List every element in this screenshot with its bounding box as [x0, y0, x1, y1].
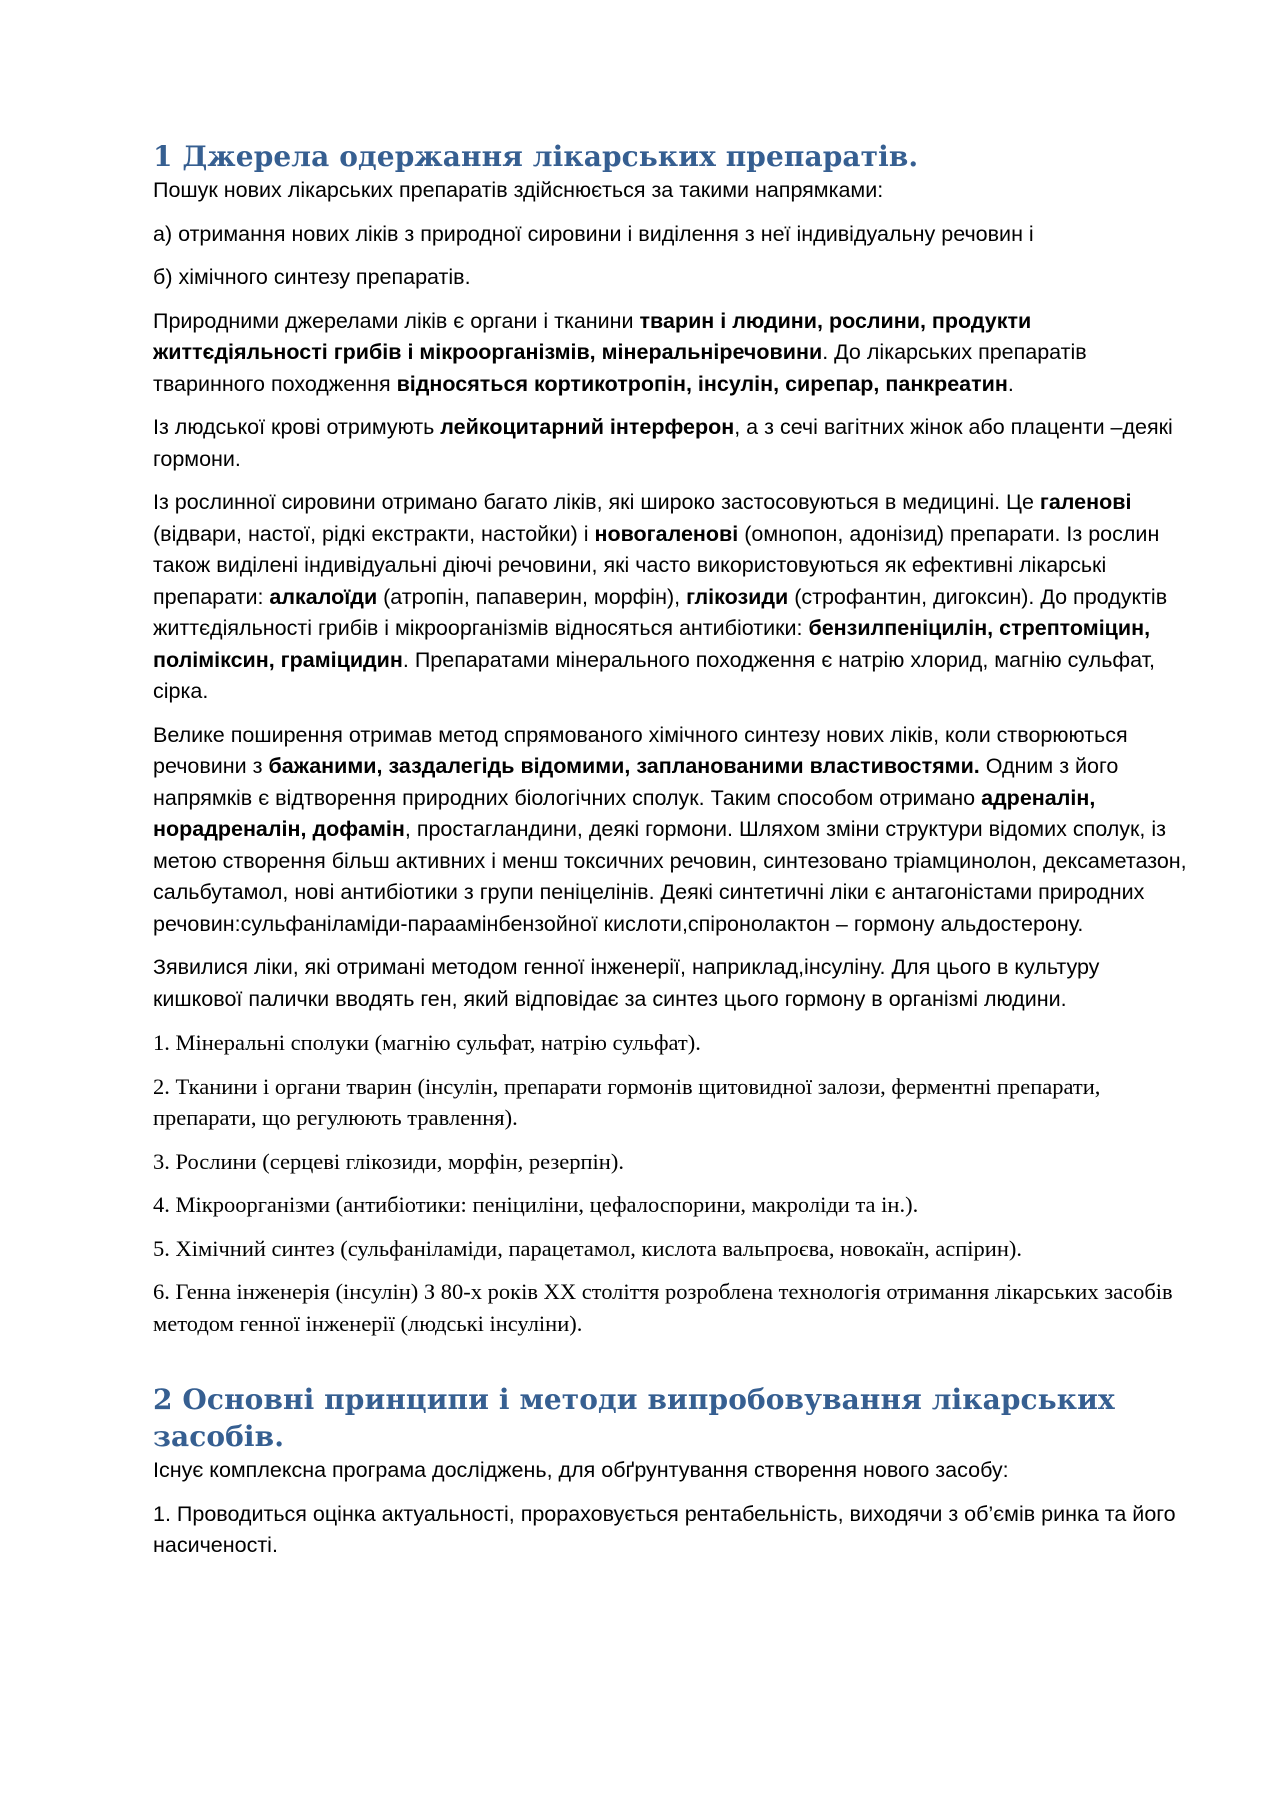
bold-run: бензилпеніцилін, стрептоміцин, поліміксин, граміцидин	[153, 616, 1151, 672]
bold-run: алкалоїди	[269, 584, 378, 609]
paragraph-blood-derived	[153, 412, 1188, 475]
text-run: .	[1007, 371, 1014, 396]
bold-run: глікозиди	[686, 584, 789, 609]
bold-run: відносяться кортикотропін, інсулін, сирепар, панкреатин	[396, 371, 1008, 396]
paragraph-natural-sources: а) отримання нових ліків з природної сировини і виділення з неї індивідуальну речовин і	[153, 221, 1034, 246]
paragraph-genetic-engineering: Зявилися ліки, які отримані методом генної інженерії, наприклад,інсуліну. Для цього в культуру кишкової палички вводять ген, який відповідає за синтез цього гормону в організмі людини.	[153, 955, 1100, 1011]
text-run: , простагландини, деякі гормони. Шляхом зміни структури відомих сполук, із метою створення більш активних і менш токсичних речовин, синтезовано тріамцинолон, дексаметазон, сальбутамол, нові антибіотики з групи пеніцелінів. Деякі синтетичні ліки є антагоністами природних речовин:сульфаніламіди-параамінбензойної кислоти,спіронолактон – гормону альдостерону.	[153, 817, 1187, 936]
paragraph-directed-synthesis	[153, 720, 1188, 941]
bold-run: адреналін, норадреналін, дофамін	[153, 785, 1096, 841]
text-run: Із рослинної сировини отримано багато ліків, які широко застосовуються в медицині. Це	[153, 490, 1040, 514]
list-item: 4. Мікроорганізми (антибіотики: пеніциліни, цефалоспорини, макроліди та ін.).	[153, 1192, 919, 1217]
text-run: Велике поширення отримав метод спрямованого хімічного синтезу нових ліків, коли створюються речовини з	[153, 722, 1128, 778]
list-item: 5. Хімічний синтез (сульфаніламіди, парацетамол, кислота вальпроєва, новокаїн, аспірин).	[153, 1235, 1022, 1261]
list-item: 1. Мінеральні сполуки (магнію сульфат, натрію сульфат).	[153, 1030, 701, 1055]
bold-run: лейкоцитарний інтерферон	[440, 415, 735, 439]
text-run: Із людської крові отримують	[153, 415, 441, 439]
bold-run: новогаленові	[594, 521, 739, 546]
text-run: (відвари, настої, рідкі екстракти, настойки) і	[153, 521, 595, 546]
section-1-heading: 1 Джерела одержання лікарських препаратів.	[153, 140, 919, 173]
text-run: Природними джерелами ліків є органи і тканини	[153, 308, 640, 333]
paragraph-chemical-synthesis: б) хімічного синтезу препаратів.	[153, 265, 471, 289]
bold-run: галенові	[1039, 490, 1132, 514]
list-item: 2. Тканини і органи тварин (інсулін, препарати гормонів щитовидної залози, ферментні препарати, препарати, що регулюють травлення).	[153, 1073, 1101, 1130]
list-item: 6. Генна інженерія (інсулін) З 80-х років ХХ століття розроблена технологія отримання лікарських засобів методом генної інженерії (людські інсуліни).	[153, 1279, 1173, 1336]
paragraph-search-directions: Пошук нових лікарських препаратів здійснюється за такими напрямками:	[153, 178, 884, 202]
section-2-heading: 2 Основні принципи і методи випробовування лікарських засобів.	[153, 1383, 1115, 1453]
text-run: (омнопон, адонізид) препарати. Із рослин також виділені індивідуальні діючі речовини, які часто використовуються як ефективні лікарські препарати:	[153, 521, 1160, 609]
bold-run: бажаними, заздалегідь відомими, запланованими властивостями.	[268, 754, 980, 778]
bold-run: тварин і людини, рослини, продукти життєдіяльності грибів і мікроорганізмів, мінеральніречовини	[153, 308, 1032, 364]
paragraph-relevance-assessment: 1. Проводиться оцінка актуальності, прораховується рентабельність, виходячи з об’ємів ринка та його насиченості.	[153, 1501, 1176, 1557]
text-run: (атропін, папаверин, морфін),	[377, 584, 687, 609]
paragraph-natural-origin	[153, 306, 1188, 401]
text-run: (строфантин, дигоксин). До продуктів життєдіяльності грибів і мікроорганізмів відносяться антибіотики:	[153, 584, 1168, 640]
paragraph-research-program: Існує комплексна програма досліджень, для обґрунтування створення нового засобу:	[153, 1458, 1009, 1482]
paragraph-plant-derived	[153, 487, 1188, 708]
text-run: . Препаратами мінерального походження є натрію хлорид, магнію сульфат, сірка.	[153, 647, 1156, 703]
text-run: , а з сечі вагітних жінок або плаценти –деякі гормони.	[153, 415, 1173, 471]
text-run: Одним з його напрямків є відтворення природних біологічних сполук. Таким способом отримано	[153, 754, 1119, 810]
text-run: . До лікарських препаратів тваринного походження	[153, 340, 1087, 396]
list-item: 3. Рослини (серцеві глікозиди, морфін, резерпін).	[153, 1148, 624, 1174]
